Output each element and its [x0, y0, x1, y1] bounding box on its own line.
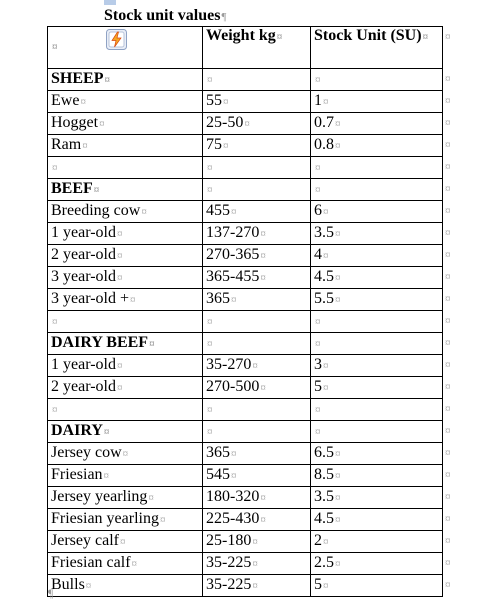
cell-mark: ¤: [207, 338, 213, 350]
name-cell-text: Friesian calf: [51, 554, 131, 571]
header-cell-blank[interactable]: [48, 27, 203, 69]
header-weight-label: Weight kg: [206, 27, 276, 44]
stock-unit-cell-text: 1: [314, 92, 322, 109]
name-cell-text: 1 year-old: [51, 224, 116, 241]
row-end-mark: ¤: [445, 402, 451, 415]
name-cell-text: 1 year-old: [51, 356, 116, 373]
stock-unit-cell-text: 0.7: [314, 114, 334, 131]
name-cell[interactable]: [48, 465, 203, 487]
cell-mark: ¤: [231, 470, 237, 482]
cell-mark: ¤: [149, 338, 155, 350]
table-row: [48, 553, 443, 575]
cell-mark: ¤: [244, 118, 250, 130]
row-end-mark: ¤: [445, 336, 451, 349]
cell-mark: ¤: [116, 360, 123, 372]
stock-unit-cell[interactable]: [311, 245, 443, 267]
cell-mark: ¤: [323, 250, 329, 262]
table-row: [48, 465, 443, 487]
cell-mark: ¤: [80, 96, 86, 108]
stock-unit-cell-text: 2.5: [314, 554, 334, 571]
name-cell[interactable]: [48, 377, 203, 399]
weight-cell[interactable]: [203, 113, 311, 135]
table-row: [48, 421, 443, 443]
stock-unit-cell-text: 4.5: [314, 268, 334, 285]
name-cell[interactable]: [48, 157, 203, 179]
cell-mark: ¤: [231, 206, 237, 218]
name-cell-text: Friesian yearling: [51, 510, 159, 527]
stock-unit-cell-text: 3.5: [314, 488, 334, 505]
cell-mark: ¤: [231, 294, 237, 306]
weight-cell-text: 365: [206, 444, 230, 461]
weight-cell-text: 75: [206, 136, 222, 153]
stock-unit-cell-text: 8.5: [314, 466, 334, 483]
name-cell[interactable]: [48, 531, 203, 553]
name-cell[interactable]: [48, 113, 203, 135]
stock-unit-cell[interactable]: [311, 399, 443, 421]
name-cell[interactable]: [48, 91, 203, 113]
name-cell[interactable]: [48, 553, 203, 575]
cell-mark: ¤: [335, 470, 341, 482]
table-row: [48, 399, 443, 421]
row-end-mark: ¤: [445, 556, 451, 569]
cell-mark: ¤: [252, 360, 258, 372]
stock-unit-cell[interactable]: [311, 135, 443, 157]
stock-unit-cell[interactable]: [311, 113, 443, 135]
stock-unit-cell[interactable]: [311, 333, 443, 355]
row-end-mark: ¤: [445, 424, 451, 437]
row-end-mark: ¤: [445, 380, 451, 393]
cell-mark: ¤: [260, 272, 266, 284]
name-cell-text: DAIRY BEEF: [51, 334, 149, 351]
stock-unit-cell-text: 4.5: [314, 510, 334, 527]
weight-cell-text: 180-320: [206, 488, 260, 505]
paragraph-mark: ¶: [221, 11, 227, 23]
cell-mark: ¤: [116, 250, 123, 262]
cell-mark: ¤: [116, 382, 123, 394]
cell-mark: ¤: [315, 74, 321, 86]
name-cell[interactable]: [48, 179, 203, 201]
stock-unit-cell[interactable]: [311, 289, 443, 311]
weight-cell[interactable]: [203, 333, 311, 355]
weight-cell[interactable]: [203, 531, 311, 553]
cell-mark: ¤: [335, 272, 341, 284]
table-row: [48, 289, 443, 311]
cell-mark: ¤: [122, 448, 129, 460]
name-cell[interactable]: [48, 311, 203, 333]
weight-cell[interactable]: [203, 443, 311, 465]
weight-cell[interactable]: [203, 135, 311, 157]
stock-unit-cell-text: 2: [314, 532, 322, 549]
stock-unit-cell[interactable]: [311, 465, 443, 487]
name-cell-text: Bulls: [51, 576, 85, 593]
heading-text: Stock unit values: [104, 7, 221, 24]
header-cell-weight[interactable]: [203, 27, 311, 69]
row-end-mark: ¤: [445, 512, 451, 525]
row-end-mark: ¤: [445, 270, 451, 283]
row-end-mark: ¤: [445, 314, 451, 327]
cell-mark: ¤: [231, 448, 237, 460]
row-end-mark: ¤: [445, 94, 451, 107]
table-row: [48, 311, 443, 333]
cell-mark: ¤: [223, 96, 229, 108]
stock-unit-cell-text: 5: [314, 378, 322, 395]
stock-unit-cell[interactable]: [311, 487, 443, 509]
cell-mark: ¤: [141, 206, 147, 218]
table-row: [48, 245, 443, 267]
weight-cell-text: 270-500: [206, 378, 260, 395]
cell-mark: ¤: [207, 426, 213, 438]
weight-cell[interactable]: [203, 267, 311, 289]
cell-mark: ¤: [315, 426, 321, 438]
name-cell[interactable]: [48, 245, 203, 267]
row-end-mark: ¤: [445, 248, 451, 261]
stock-unit-cell[interactable]: [311, 201, 443, 223]
cell-mark: ¤: [52, 162, 58, 174]
cell-mark: ¤: [252, 580, 258, 592]
text-cursor-highlight: [104, 0, 116, 5]
table-row: [48, 355, 443, 377]
stock-unit-cell[interactable]: [311, 509, 443, 531]
table-row: [48, 179, 443, 201]
stock-unit-cell-text: 3: [314, 356, 322, 373]
cell-mark: ¤: [315, 338, 321, 350]
name-cell[interactable]: [48, 575, 203, 597]
weight-cell-text: 545: [206, 466, 230, 483]
table-row: [48, 113, 443, 135]
weight-cell[interactable]: [203, 465, 311, 487]
cell-mark: ¤: [104, 74, 110, 86]
stock-unit-cell[interactable]: [311, 179, 443, 201]
cell-mark: ¤: [323, 580, 329, 592]
weight-cell-text: 35-270: [206, 356, 252, 373]
cell-mark: ¤: [260, 492, 266, 504]
name-cell-text: Ewe: [51, 92, 80, 109]
name-cell[interactable]: [48, 421, 203, 443]
weight-cell[interactable]: [203, 245, 311, 267]
table-row: [48, 509, 443, 531]
name-cell[interactable]: [48, 509, 203, 531]
name-cell-text: SHEEP: [51, 70, 104, 87]
cell-mark: ¤: [207, 404, 213, 416]
table-row: [48, 377, 443, 399]
name-cell[interactable]: [48, 201, 203, 223]
cell-mark: ¤: [52, 41, 58, 53]
stock-unit-cell[interactable]: [311, 531, 443, 553]
cell-mark: ¤: [315, 162, 321, 174]
app-lightning-icon[interactable]: [106, 29, 127, 50]
weight-cell[interactable]: [203, 201, 311, 223]
stock-unit-cell[interactable]: [311, 553, 443, 575]
cell-mark: ¤: [260, 382, 266, 394]
name-cell-text: 3 year-old +: [51, 290, 130, 307]
name-cell[interactable]: [48, 135, 203, 157]
name-cell-text: Jersey calf: [51, 532, 119, 549]
document-heading[interactable]: [104, 6, 226, 27]
weight-cell-text: 35-225: [206, 554, 252, 571]
name-cell-text: Ram: [51, 136, 82, 153]
stock-unit-table[interactable]: [47, 26, 443, 597]
name-cell-text: Jersey cow: [51, 444, 122, 461]
stock-unit-cell-text: 6.5: [314, 444, 334, 461]
cell-mark: ¤: [119, 536, 126, 548]
weight-cell[interactable]: [203, 355, 311, 377]
cell-mark: ¤: [85, 580, 92, 592]
cell-mark: ¤: [103, 426, 110, 438]
row-end-mark: ¤: [445, 226, 451, 239]
name-cell[interactable]: [48, 333, 203, 355]
cell-mark: ¤: [276, 31, 283, 43]
name-cell-text: Jersey yearling: [51, 488, 148, 505]
cell-mark: ¤: [315, 404, 321, 416]
name-cell-text: DAIRY: [51, 422, 103, 439]
table-row: [48, 267, 443, 289]
table-row: [48, 333, 443, 355]
weight-cell-text: 270-365: [206, 246, 260, 263]
cell-mark: ¤: [99, 118, 105, 130]
stock-unit-cell[interactable]: [311, 91, 443, 113]
cell-mark: ¤: [207, 316, 213, 328]
row-end-mark: ¤: [445, 160, 451, 173]
weight-cell[interactable]: [203, 421, 311, 443]
name-cell[interactable]: [48, 69, 203, 91]
cell-mark: ¤: [207, 74, 213, 86]
cell-mark: ¤: [335, 448, 341, 460]
cell-mark: ¤: [82, 140, 88, 152]
weight-cell[interactable]: [203, 223, 311, 245]
cell-mark: ¤: [323, 360, 329, 372]
stock-unit-cell-text: 5: [314, 576, 322, 593]
table-row: [48, 443, 443, 465]
cell-mark: ¤: [335, 514, 341, 526]
name-cell-text: 2 year-old: [51, 246, 116, 263]
table-row: [48, 157, 443, 179]
cell-mark: ¤: [252, 536, 258, 548]
weight-cell[interactable]: [203, 509, 311, 531]
cell-mark: ¤: [207, 184, 213, 196]
table-row: [48, 201, 443, 223]
weight-cell[interactable]: [203, 377, 311, 399]
stock-unit-cell[interactable]: [311, 355, 443, 377]
cell-mark: ¤: [335, 492, 341, 504]
weight-cell[interactable]: [203, 553, 311, 575]
cell-mark: ¤: [130, 294, 136, 306]
row-end-mark: ¤: [445, 358, 451, 371]
cell-mark: ¤: [335, 118, 341, 130]
weight-cell[interactable]: [203, 575, 311, 597]
name-cell-text: Hogget: [51, 114, 99, 131]
weight-cell[interactable]: [203, 69, 311, 91]
name-cell-text: BEEF: [51, 180, 93, 197]
cell-mark: ¤: [116, 272, 123, 284]
stock-unit-cell[interactable]: [311, 157, 443, 179]
weight-cell-text: 35-225: [206, 576, 252, 593]
cell-mark: ¤: [323, 536, 329, 548]
cell-mark: ¤: [315, 316, 321, 328]
cell-mark: ¤: [207, 162, 213, 174]
stock-unit-cell-text: 4: [314, 246, 322, 263]
cell-mark: ¤: [323, 382, 329, 394]
cell-mark: ¤: [323, 206, 329, 218]
stock-unit-cell-text: 6: [314, 202, 322, 219]
table-row: [48, 223, 443, 245]
row-end-mark: ¤: [445, 292, 451, 305]
table-row: [48, 575, 443, 597]
row-end-mark: ¤: [445, 204, 451, 217]
row-end-mark: ¤: [445, 138, 451, 151]
cell-mark: ¤: [315, 184, 321, 196]
stock-unit-cell[interactable]: [311, 377, 443, 399]
weight-cell-text: 225-430: [206, 510, 260, 527]
weight-cell-text: 137-270: [206, 224, 260, 241]
table-row: [48, 531, 443, 553]
row-end-mark: ¤: [445, 578, 451, 591]
cell-mark: ¤: [223, 140, 229, 152]
row-end-mark: ¤: [445, 72, 451, 85]
header-stock-unit-label: Stock Unit (SU): [314, 27, 422, 44]
cell-mark: ¤: [52, 316, 58, 328]
cell-mark: ¤: [335, 558, 341, 570]
stock-unit-cell-text: 0.8: [314, 136, 334, 153]
stock-unit-cell-text: 5.5: [314, 290, 334, 307]
name-cell[interactable]: [48, 399, 203, 421]
stock-unit-cell[interactable]: [311, 443, 443, 465]
row-end-mark: ¤: [445, 30, 451, 43]
weight-cell[interactable]: [203, 311, 311, 333]
name-cell-text: 3 year-old: [51, 268, 116, 285]
stock-unit-cell[interactable]: [311, 421, 443, 443]
stock-unit-cell[interactable]: [311, 69, 443, 91]
cell-mark: ¤: [323, 96, 329, 108]
row-end-mark: ¤: [445, 116, 451, 129]
cell-mark: ¤: [159, 514, 166, 526]
weight-cell[interactable]: [203, 399, 311, 421]
cell-mark: ¤: [103, 470, 110, 482]
cell-mark: ¤: [52, 404, 58, 416]
weight-cell-text: 455: [206, 202, 230, 219]
weight-cell[interactable]: [203, 487, 311, 509]
row-end-mark: ¤: [445, 182, 451, 195]
name-cell[interactable]: [48, 443, 203, 465]
cell-mark: ¤: [335, 140, 341, 152]
stock-unit-cell[interactable]: [311, 575, 443, 597]
name-cell[interactable]: [48, 487, 203, 509]
name-cell[interactable]: [48, 223, 203, 245]
weight-cell[interactable]: [203, 91, 311, 113]
name-cell[interactable]: [48, 267, 203, 289]
table-header-row: [48, 27, 443, 69]
cell-mark: ¤: [335, 228, 341, 240]
stock-unit-cell-text: 3.5: [314, 224, 334, 241]
table-row: [48, 91, 443, 113]
header-cell-stock-unit[interactable]: [311, 27, 443, 69]
table-row: [48, 487, 443, 509]
cell-mark: ¤: [335, 294, 341, 306]
cell-mark: ¤: [422, 31, 429, 43]
row-end-mark: ¤: [445, 490, 451, 503]
cell-mark: ¤: [252, 558, 258, 570]
weight-cell-text: 25-50: [206, 114, 244, 131]
cell-mark: ¤: [93, 184, 100, 196]
row-end-mark: ¤: [445, 534, 451, 547]
table-row: [48, 69, 443, 91]
name-cell-text: Friesian: [51, 466, 103, 483]
weight-cell-text: 365-455: [206, 268, 260, 285]
name-cell-text: 2 year-old: [51, 378, 116, 395]
cell-mark: ¤: [260, 228, 266, 240]
row-end-mark: ¤: [445, 468, 451, 481]
weight-cell-text: 365: [206, 290, 230, 307]
row-end-mark: ¤: [445, 446, 451, 459]
weight-cell-text: 25-180: [206, 532, 252, 549]
cell-mark: ¤: [148, 492, 154, 504]
name-cell-text: Breeding cow: [51, 202, 141, 219]
weight-cell[interactable]: [203, 289, 311, 311]
weight-cell[interactable]: [203, 179, 311, 201]
stock-unit-cell[interactable]: [311, 267, 443, 289]
name-cell[interactable]: [48, 355, 203, 377]
cell-mark: ¤: [131, 558, 138, 570]
cell-mark: ¤: [260, 514, 266, 526]
final-paragraph-mark: ¶: [48, 586, 54, 600]
name-cell[interactable]: [48, 289, 203, 311]
stock-unit-cell[interactable]: [311, 311, 443, 333]
stock-unit-cell[interactable]: [311, 223, 443, 245]
weight-cell-text: 55: [206, 92, 222, 109]
cell-mark: ¤: [116, 228, 123, 240]
table-row: [48, 135, 443, 157]
weight-cell[interactable]: [203, 157, 311, 179]
cell-mark: ¤: [260, 250, 266, 262]
